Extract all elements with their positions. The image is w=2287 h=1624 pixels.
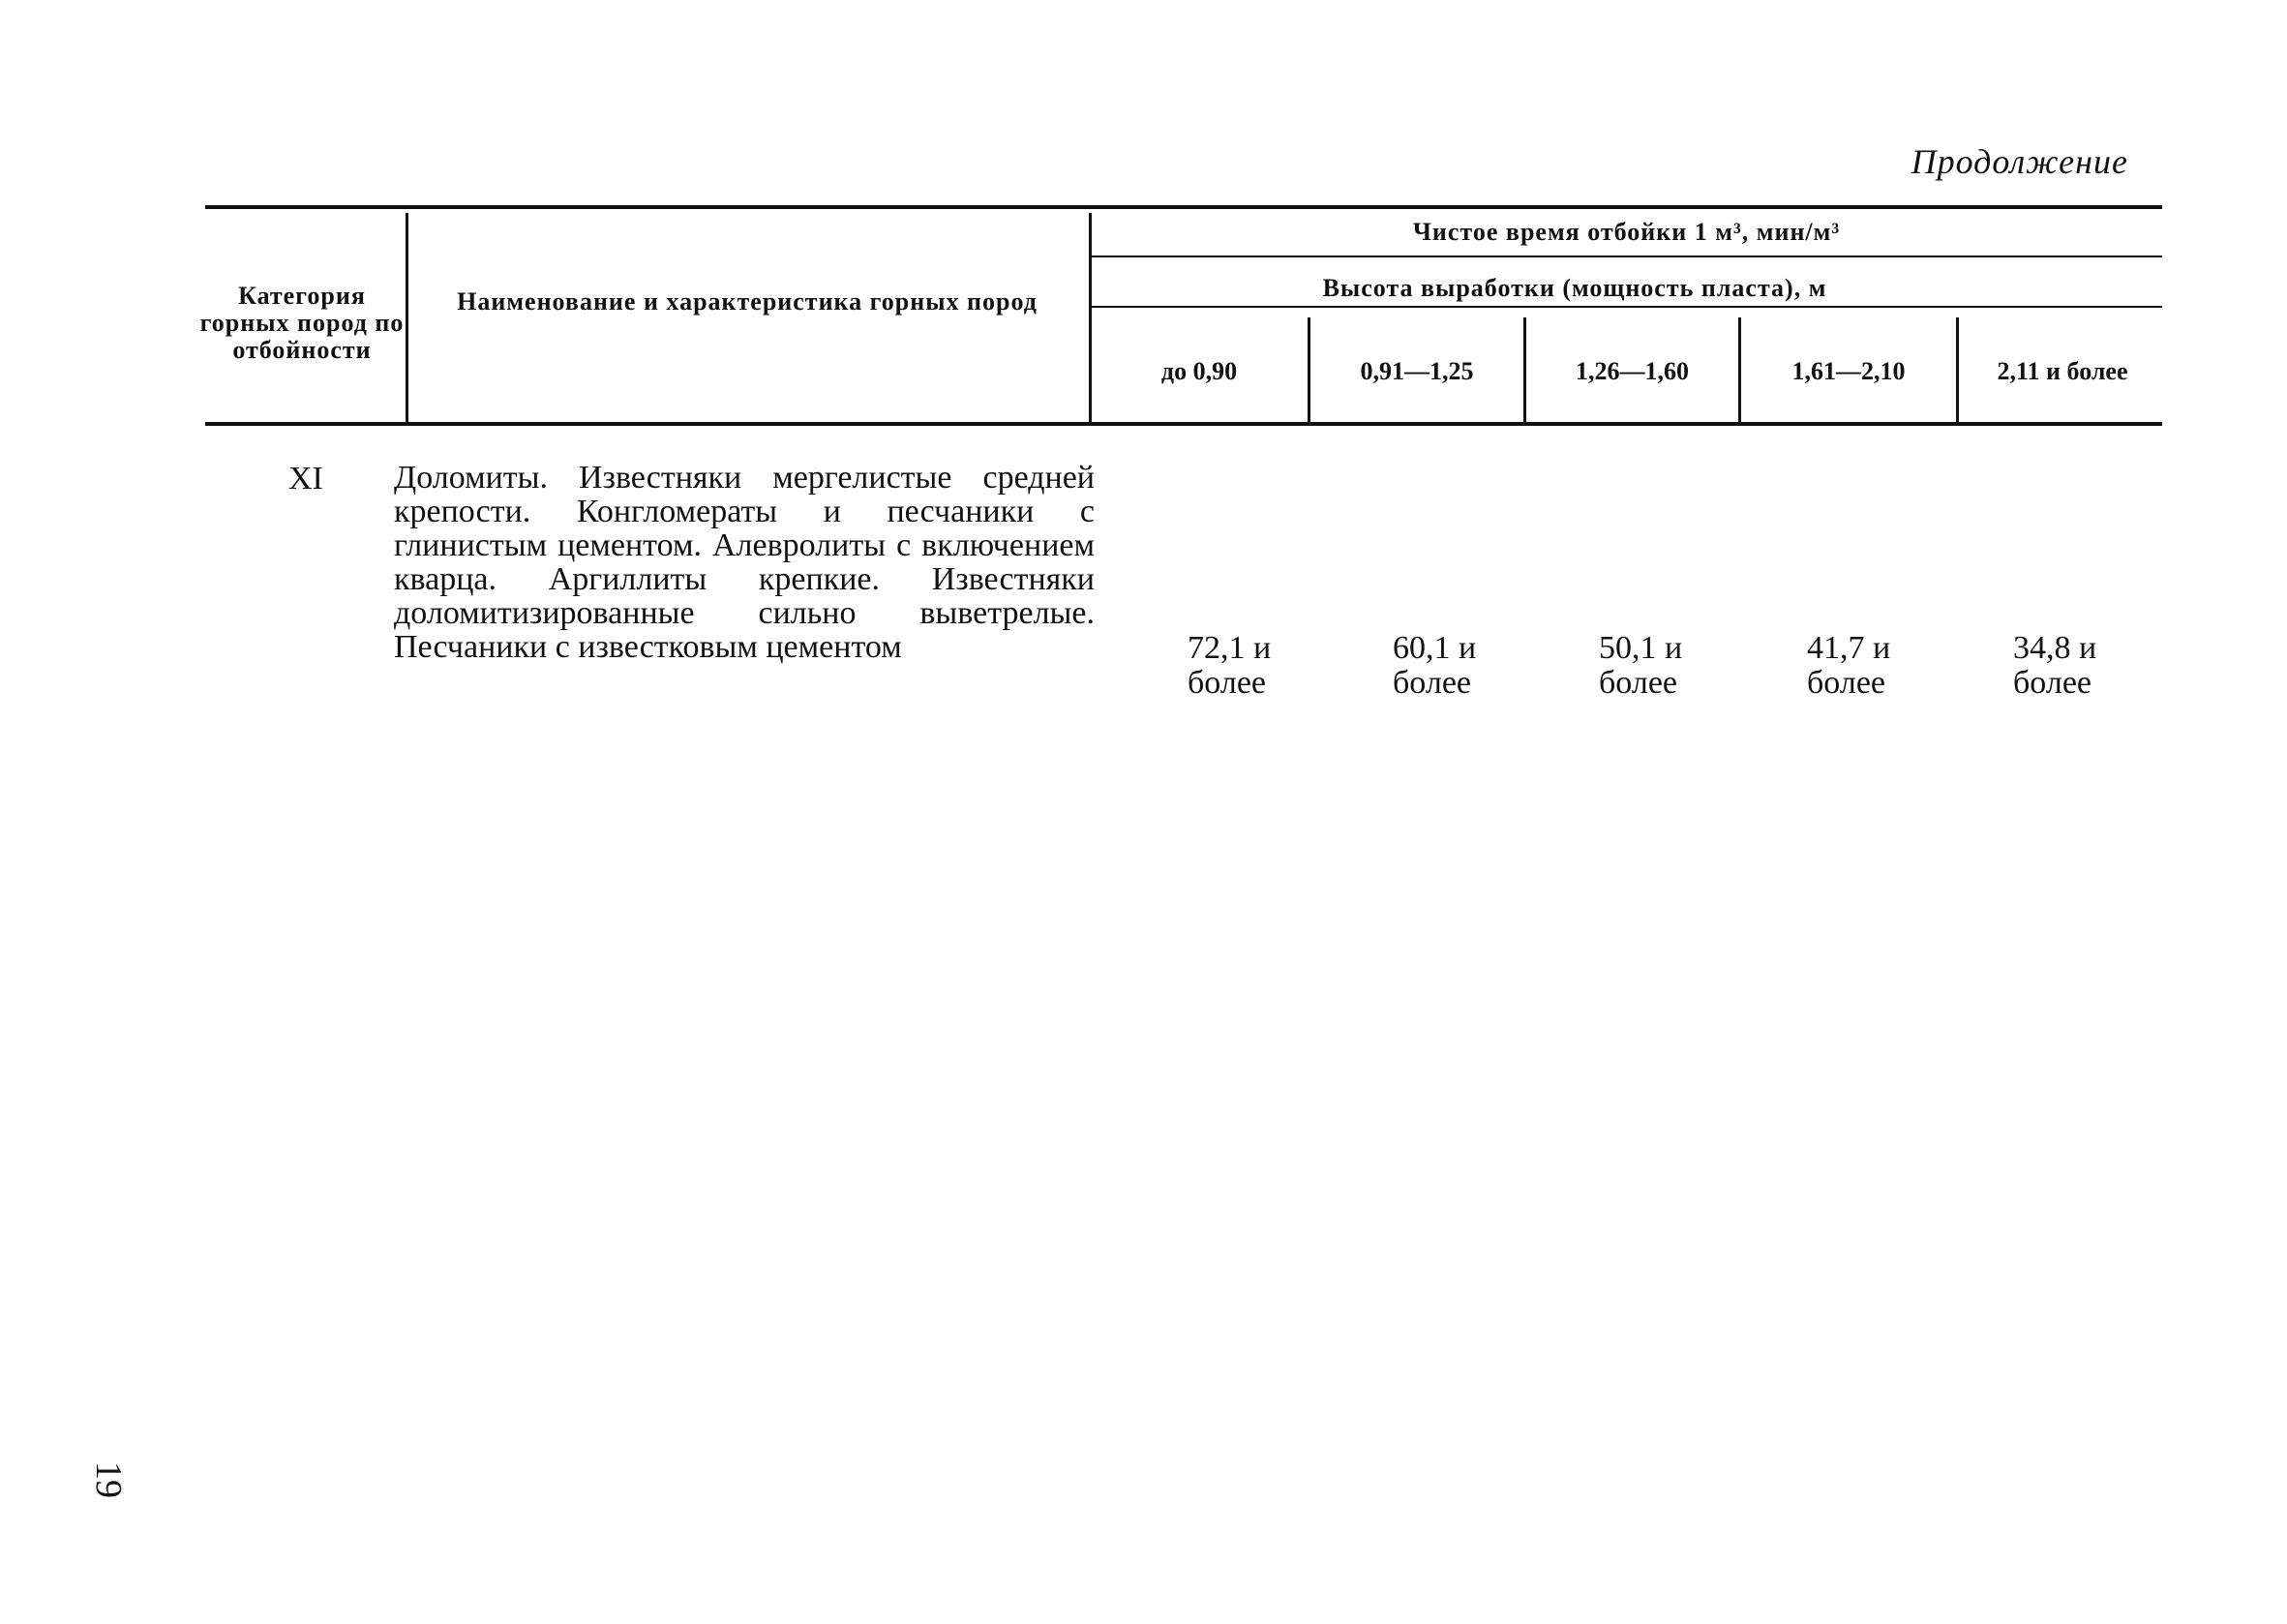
rock-category-table: [199, 205, 2162, 1173]
row-description: Доломиты. Известняки мергелистые средней крепости. Конгломераты и песчаники с глинистым цементом. Алевролиты с включением кварца. Аргиллиты крепкие. Известняки доломитизированные сильно выветрелые. Песчаники с известковым цементом: [394, 460, 1095, 665]
row-value-1: 72,1 и более: [1188, 630, 1272, 701]
col-header-5: 2,11 и более: [1997, 357, 2128, 385]
col-header-2: 0,91—1,25: [1360, 357, 1474, 385]
table-header-bottom-rule: [205, 422, 2162, 426]
row-category: XI: [288, 461, 323, 496]
header-time: Чистое время отбойки 1 м³, мин/м³: [1412, 218, 1841, 246]
row-value-2: 60,1 и более: [1393, 630, 1477, 701]
table-top-rule: [205, 205, 2162, 209]
header-name: Наименование и характеристика горных пород: [457, 287, 1038, 316]
header-height: Высота выработки (мощность пласта), м: [1322, 274, 1827, 302]
col-header-1: до 0,90: [1160, 357, 1238, 385]
col-header-4: 1,61—2,10: [1791, 357, 1906, 385]
header-rule-height: [1091, 306, 2162, 308]
col-header-3: 1,26—1,60: [1576, 357, 1689, 385]
row-value-3: 50,1 и более: [1599, 630, 1683, 701]
header-category: Категория горных пород по отбойности: [199, 282, 405, 364]
row-value-5: 34,8 и более: [2013, 630, 2097, 701]
header-rule-time: [1091, 256, 2162, 257]
page-number: 19: [88, 1461, 129, 1498]
row-value-4: 41,7 и более: [1807, 630, 1891, 701]
continuation-label: Продолжение: [1911, 142, 2128, 181]
